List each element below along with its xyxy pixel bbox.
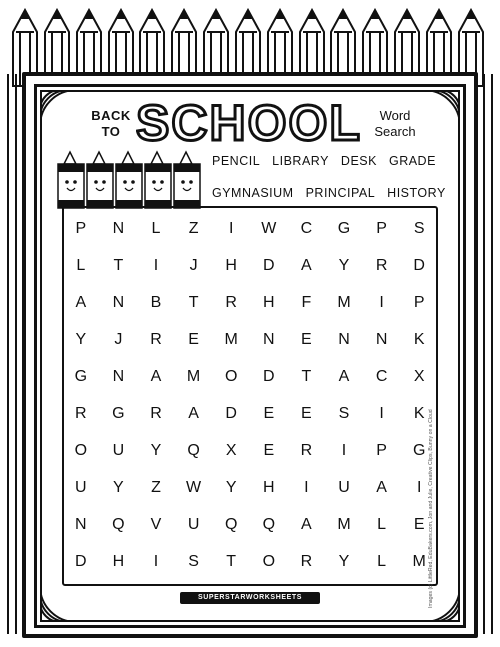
word-list-row-1 [212,154,448,168]
grid-letter: M [224,330,238,348]
grid-letter: T [188,293,199,311]
grid-letter: H [225,256,237,274]
grid-letter: R [75,404,87,422]
grid-letter: D [225,404,237,422]
grid-letter: L [76,256,86,274]
grid-letter: N [112,367,125,385]
grid-letter: T [226,552,237,570]
grid-letter: I [153,256,159,274]
grid-letter: J [114,330,123,348]
grid-letter: O [74,441,88,459]
grid-letter: I [379,293,384,311]
grid-letter: I [228,219,234,237]
grid-letter: L [377,515,387,533]
grid-letter: S [338,404,350,422]
grid-letter: Y [113,478,124,496]
word-item: GYMNASIUM [212,186,294,200]
grid-letter: P [376,219,387,237]
grid-letter: A [301,515,312,533]
grid-letter: I [416,478,422,496]
grid-letter: O [224,367,238,385]
grid-letter: E [263,404,275,422]
grid-letter: L [377,552,387,570]
image-credit [426,409,444,608]
grid-letter: N [75,515,87,533]
crayon-icon [145,152,171,208]
grid-letter: U [75,478,87,496]
grid-letter: Q [224,515,238,533]
grid-letter: E [188,330,199,348]
grid-letter: E [413,515,425,533]
grid-letter: Y [338,256,350,274]
grid-letter: M [412,552,426,570]
grid-letter: V [150,515,162,533]
image-credit-text: Images (c) LittleRed, EduBakers.com, Jon and Julie, Creative Clips, Bunny on a Cloud [428,409,434,608]
grid-letter: P [75,219,87,237]
grid-letter: Q [112,515,125,533]
grid-letter: H [263,293,275,311]
grid-letter: A [188,404,199,422]
grid-letter: O [262,552,276,570]
word-item: GRADE [388,154,436,168]
grid-letter: Q [262,515,276,533]
grid-letter: M [337,515,351,533]
grid-letter: Y [225,478,237,496]
grid-letter: C [300,219,313,237]
grid-letter: U [187,515,200,533]
grid-letter: Z [188,219,199,237]
corner-ornament-icon [40,584,78,622]
grid-letter: N [112,219,125,237]
grid-letter: Q [187,441,200,459]
grid-letter: W [261,219,277,237]
grid-letter: N [263,330,275,348]
brand-label: SUPERSTARWORKSHEETS [180,592,320,604]
back-to-label: BACK TO [91,108,131,139]
grid-letter: E [301,404,312,422]
grid-letter: Y [150,441,162,459]
grid-letter: W [186,478,202,496]
grid-letter: I [341,441,347,459]
grid-letter: R [375,256,388,274]
grid-letter: R [150,330,162,348]
crayon-icon [87,152,113,208]
grid-letter: H [263,478,275,496]
grid-letter: M [186,367,201,385]
grid-letter: R [150,404,162,422]
grid-letter: R [300,552,313,570]
grid-letter: A [150,367,162,385]
corner-ornament-icon [40,90,78,128]
word-item: PENCIL [212,154,261,168]
grid-letter: A [338,367,350,385]
subtitle: Word Search [374,108,416,139]
grid-letter: T [301,367,312,385]
grid-letter: Y [75,330,87,348]
school-title [136,92,362,150]
grid-letter: K [413,330,425,348]
grid-letter: I [304,478,309,496]
word-item: DESK [340,154,377,168]
grid-letter: G [112,404,125,422]
word-list-row-2 [212,186,458,200]
grid-letter: S [413,219,425,237]
grid-letter: M [337,293,351,311]
grid-letter: I [379,404,384,422]
grid-letter: B [150,293,162,311]
grid-letter: Z [151,478,161,496]
grid-letter: N [338,330,350,348]
grid-letter: L [151,219,161,237]
grid-letter: F [301,293,312,311]
grid-letter: H [112,552,125,570]
crayon-row-icon [56,150,204,210]
word-item: LIBRARY [272,154,329,168]
grid-letter: P [413,293,425,311]
grid-letter: K [413,404,425,422]
grid-letter: J [189,256,198,274]
grid-letter: A [75,293,87,311]
grid-letter: U [338,478,350,496]
grid-letter: P [376,441,387,459]
grid-letter: G [74,367,88,385]
grid-letter: I [153,552,159,570]
grid-letter: E [263,441,275,459]
word-search-grid [62,210,438,580]
grid-letter: G [412,441,426,459]
grid-letter: U [112,441,125,459]
crayon-icon [58,152,84,208]
grid-letter: E [301,330,312,348]
grid-letter: Y [338,552,350,570]
grid-letter: D [263,256,275,274]
word-item: PRINCIPAL [305,186,376,200]
grid-letter: X [225,441,237,459]
grid-letter: D [263,367,275,385]
school-title-text: SCHOOL [136,95,362,150]
grid-letter: D [75,552,87,570]
grid-letter: T [113,256,124,274]
grid-letter: G [337,219,351,237]
grid-letter: A [376,478,387,496]
grid-letter: S [188,552,199,570]
crayon-icon [116,152,142,208]
grid-letter: R [225,293,237,311]
grid-letter: N [375,330,388,348]
grid-letter: A [301,256,312,274]
grid-letter: R [300,441,313,459]
grid-letter: D [413,256,425,274]
crayon-icon [174,152,200,208]
grid-letter: X [413,367,425,385]
grid-letter: C [375,367,388,385]
grid-letter: N [112,293,125,311]
word-item: HISTORY [387,186,446,200]
